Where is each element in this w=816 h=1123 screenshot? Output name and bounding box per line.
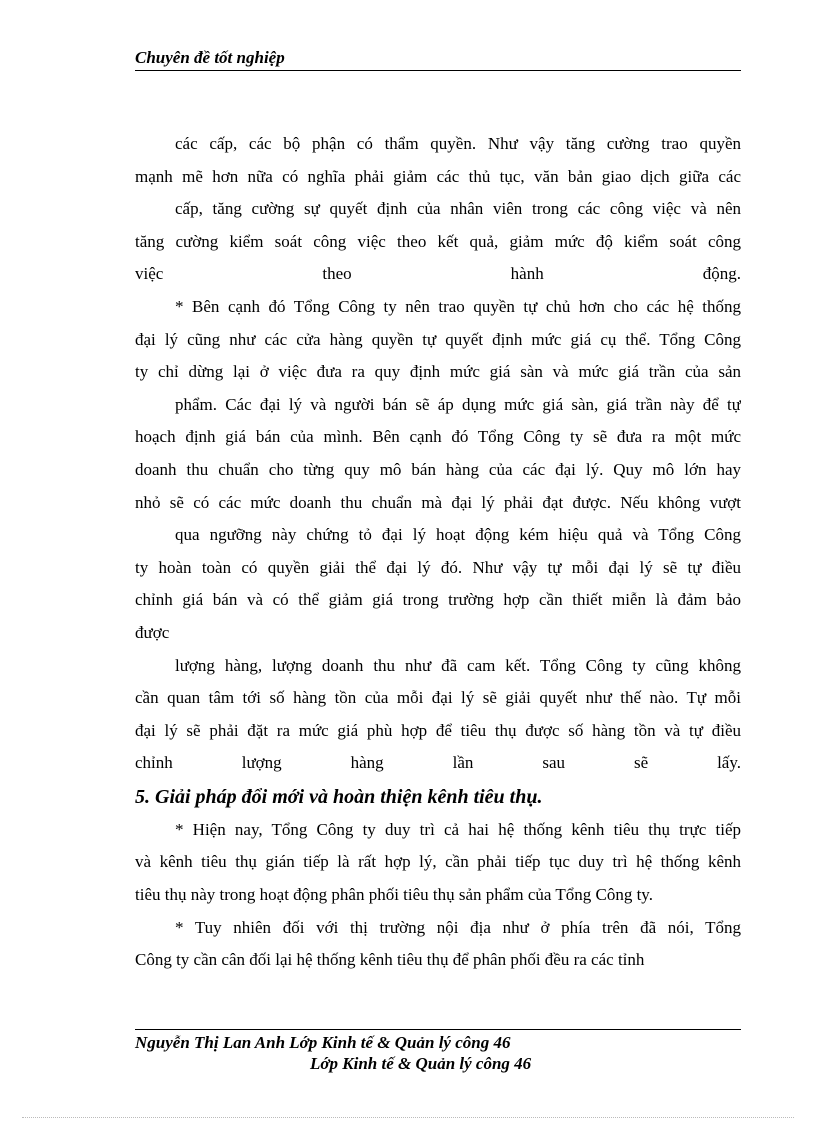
paragraph-block-2 (135, 814, 741, 977)
text-line: chỉnh lượng hàng lần sau sẽ lấy. (135, 753, 741, 773)
footer-line-1: Nguyễn Thị Lan Anh Lớp Kinh tế & Quản lý công 46 (135, 1033, 511, 1052)
text-line: * Bên cạnh đó Tổng Công ty nên trao quyền tự chủ hơn cho các hệ thống (175, 296, 741, 316)
text-line: doanh thu chuẩn cho từng quy mô bán hàng của các đại lý. Quy mô lớn hay (135, 459, 741, 479)
text-line: nhỏ sẽ có các mức doanh thu chuẩn mà đại lý phải đạt được. Nếu không vượt (135, 492, 741, 512)
text-line: qua ngưỡng này chứng tỏ đại lý hoạt động kém hiệu quả và Tổng Công (175, 525, 741, 545)
text-line: tăng cường kiểm soát công việc theo kết quả, giảm mức độ kiểm soát công (135, 231, 741, 251)
text-line: được (135, 622, 170, 642)
text-line: và kênh tiêu thụ gián tiếp là rất hợp lý, cần phải tiếp tục duy trì hệ thống kênh (135, 852, 741, 872)
header-title: Chuyên đề tốt nghiệp (135, 48, 285, 67)
text-line: tiêu thụ này trong hoạt động phân phối tiêu thụ sản phẩm của Tổng Công ty. (135, 885, 653, 905)
text-line: ty hoàn toàn có quyền giải thể đại lý đó. Như vậy tự mỗi đại lý sẽ tự điều (135, 557, 741, 577)
text-line: ty chỉ dừng lại ở việc đưa ra quy định mức giá sàn và mức giá trần của sản (135, 362, 741, 382)
paragraph-block-1 (135, 128, 741, 780)
text-line: phẩm. Các đại lý và người bán sẽ áp dụng mức giá sàn, giá trần này để tự (175, 394, 741, 414)
text-line: chỉnh giá bán và có thể giảm giá trong trường hợp cần thiết miễn là đảm bảo (135, 590, 741, 610)
section-heading: 5. Giải pháp đổi mới và hoàn thiện kênh tiêu thụ. (135, 785, 543, 808)
text-line: các cấp, các bộ phận có thẩm quyền. Như vậy tăng cường trao quyền (175, 134, 741, 153)
text-line: hoạch định giá bán của mình. Bên cạnh đó Tổng Công ty sẽ đưa ra một mức (135, 427, 741, 447)
text-line: đại lý cũng như các cửa hàng quyền tự quyết định mức giá cụ thể. Tổng Công (135, 329, 741, 349)
text-line: mạnh mẽ hơn nữa có nghĩa phải giảm các thủ tục, văn bản giao dịch giữa các (135, 166, 741, 186)
text-line: đại lý sẽ phải đặt ra mức giá phù hợp để tiêu thụ được số hàng tồn và tự điều (135, 720, 741, 740)
text-line: lượng hàng, lượng doanh thu như đã cam kết. Tổng Công ty cũng không (175, 655, 741, 675)
page-bottom-border (22, 1117, 794, 1118)
page-footer (135, 1032, 741, 1074)
page-header (135, 48, 741, 71)
text-line: cần quan tâm tới số hàng tồn của mỗi đại lý sẽ giải quyết như thế nào. Tự mỗi (135, 688, 741, 708)
footer-line-2: Lớp Kinh tế & Quản lý công 46 (310, 1054, 532, 1073)
footer-rule (135, 1029, 741, 1030)
text-line: Công ty cần cân đối lại hệ thống kênh tiêu thụ để phân phối đều ra các tỉnh (135, 950, 645, 970)
text-line: cấp, tăng cường sự quyết định của nhân viên trong các công việc và nên (175, 199, 741, 219)
text-line: * Tuy nhiên đối với thị trường nội địa như ở phía trên đã nói, Tổng (175, 917, 741, 937)
document-body (135, 128, 741, 977)
text-line: * Hiện nay, Tổng Công ty duy trì cả hai hệ thống kênh tiêu thụ trực tiếp (175, 819, 741, 839)
text-line: việc theo hành động. (135, 264, 741, 284)
